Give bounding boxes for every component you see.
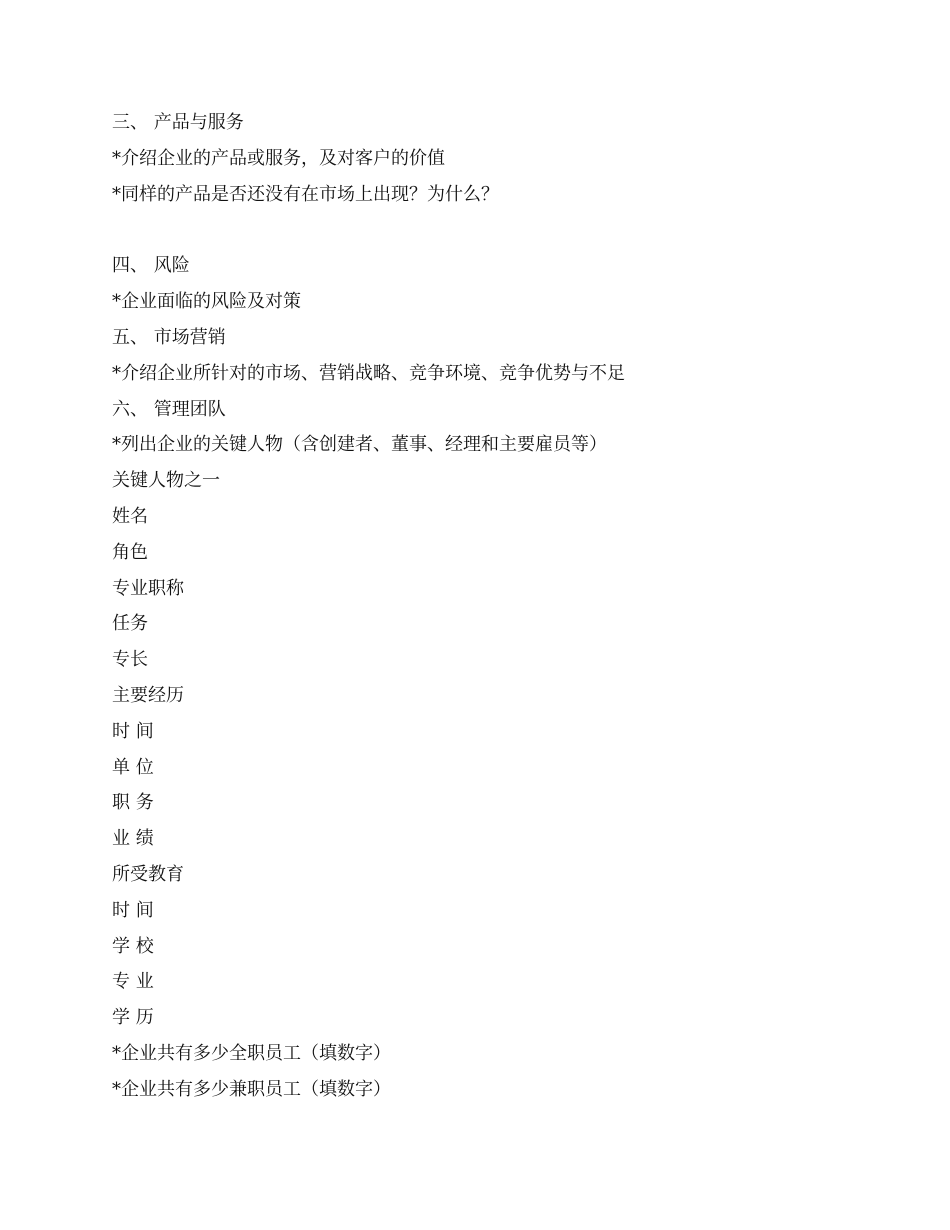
item-key-people: *列出企业的关键人物（含创建者、董事、经理和主要雇员等） [112,434,607,456]
education-degree: 学 历 [112,1007,154,1029]
item-marketing: *介绍企业所针对的市场、营销战略、竞争环境、竞争优势与不足 [112,362,625,384]
field-title: 专业职称 [112,577,184,599]
education-major: 专 业 [112,971,154,993]
section-heading-marketing: 五、 市场营销 [112,326,226,348]
education-time: 时 间 [112,899,154,921]
experience-heading: 主要经历 [112,684,184,706]
document-page [112,109,872,1112]
field-expertise: 专长 [112,649,148,671]
experience-time: 时 间 [112,720,154,742]
item-parttime-staff: *企业共有多少兼职员工（填数字） [112,1078,391,1100]
education-heading: 所受教育 [112,863,184,885]
experience-position: 职 务 [112,792,154,814]
section-heading-products: 三、 产品与服务 [112,112,244,133]
item-products-value: *介绍企业的产品或服务，及对客户的价值 [112,147,445,169]
section-heading-management: 六、 管理团队 [112,398,226,420]
section-heading-risk: 四、 风险 [112,255,190,277]
field-name: 姓名 [112,505,148,527]
item-fulltime-staff: *企业共有多少全职员工（填数字） [112,1042,391,1064]
experience-achievement: 业 绩 [112,828,154,850]
item-risk: *企业面临的风险及对策 [112,291,301,313]
key-person-heading: 关键人物之一 [112,470,220,492]
education-school: 学 校 [112,935,154,957]
field-role: 角色 [112,541,148,563]
experience-employer: 单 位 [112,756,154,778]
field-task: 任务 [112,613,148,635]
blank-line [112,216,872,252]
item-products-market: *同样的产品是否还没有在市场上出现？为什么？ [112,183,499,205]
